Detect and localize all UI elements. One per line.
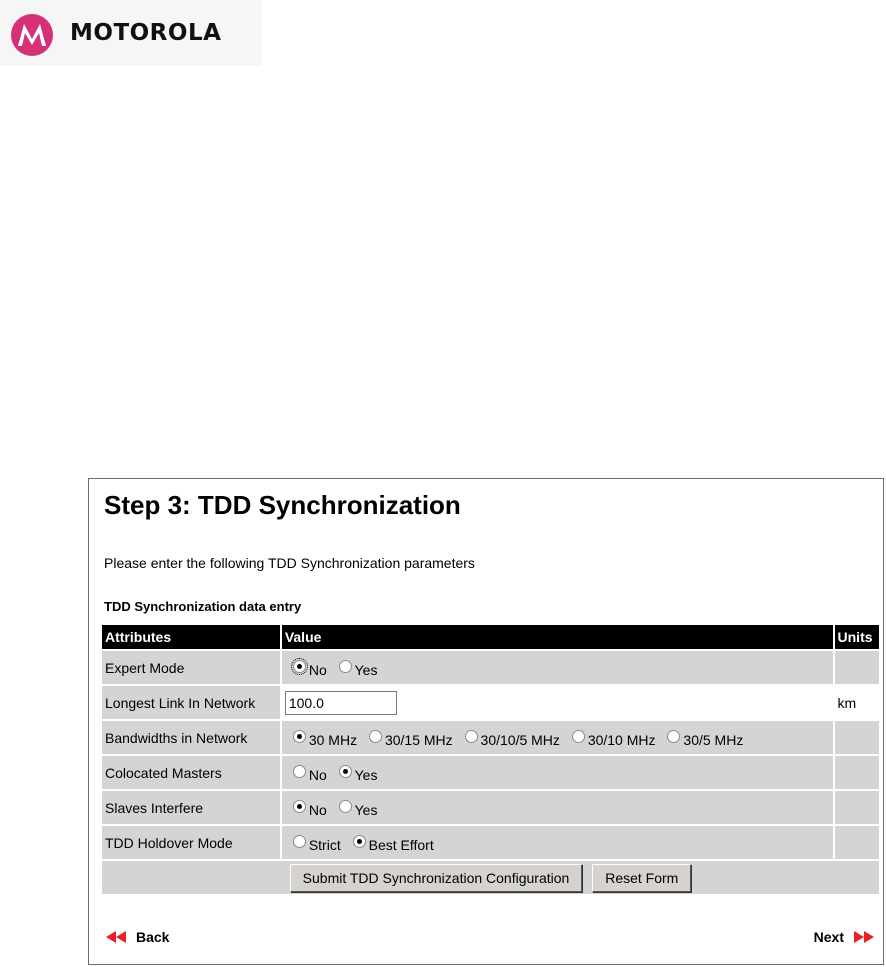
section-heading: TDD Synchronization data entry <box>104 599 302 614</box>
holdover-mode-value <box>282 826 833 859</box>
longest-link-value <box>282 686 833 719</box>
bandwidth-30-5-label: 30/5 MHz <box>683 731 744 748</box>
intro-text: Please enter the following TDD Synchronization parameters <box>104 555 475 571</box>
colocated-masters-no-option[interactable] <box>293 764 327 783</box>
bandwidths-label: Bandwidths in Network <box>102 721 280 754</box>
table-row <box>102 686 879 719</box>
expert-mode-units <box>835 651 879 684</box>
holdover-strict-radio[interactable] <box>293 835 306 848</box>
bandwidth-30-10-radio[interactable] <box>572 730 585 743</box>
back-label: Back <box>136 929 170 945</box>
motorola-batwing-icon <box>10 13 54 57</box>
bandwidth-30-15-radio[interactable] <box>369 730 382 743</box>
tdd-sync-table <box>100 623 881 896</box>
bandwidth-option-30-10[interactable] <box>572 729 656 748</box>
expert-mode-value <box>282 651 833 684</box>
slaves-interfere-value <box>282 791 833 824</box>
reset-button[interactable]: Reset Form <box>592 864 691 892</box>
colocated-masters-yes-radio[interactable] <box>339 765 352 778</box>
longest-link-input[interactable] <box>285 691 397 715</box>
next-arrow-icon <box>854 931 874 943</box>
colocated-masters-yes-option[interactable] <box>339 764 378 783</box>
bandwidth-30-10-5-label: 30/10/5 MHz <box>480 731 560 748</box>
bandwidth-30-10-5-radio[interactable] <box>465 730 478 743</box>
slaves-interfere-no-radio[interactable] <box>293 800 306 813</box>
colocated-masters-units <box>835 756 879 789</box>
expert-mode-no-radio[interactable] <box>293 660 306 673</box>
slaves-interfere-no-option[interactable] <box>293 799 327 818</box>
tdd-sync-panel <box>88 478 884 965</box>
expert-mode-yes-option[interactable] <box>339 659 378 678</box>
table-row <box>102 826 879 859</box>
submit-button[interactable]: Submit TDD Synchronization Configuration <box>290 864 583 892</box>
colocated-masters-no-radio[interactable] <box>293 765 306 778</box>
expert-mode-no-option[interactable] <box>293 659 327 678</box>
page-title: Step 3: TDD Synchronization <box>104 490 461 520</box>
colocated-masters-yes-label: Yes <box>354 766 378 783</box>
table-row <box>102 756 879 789</box>
expert-mode-label: Expert Mode <box>102 651 280 684</box>
table-row <box>102 721 879 754</box>
motorola-logo <box>0 0 262 66</box>
bandwidth-option-30[interactable] <box>293 729 358 748</box>
bandwidth-option-30-15[interactable] <box>369 729 453 748</box>
table-row <box>102 651 879 684</box>
button-row <box>102 861 879 894</box>
holdover-mode-units <box>835 826 879 859</box>
holdover-strict-option[interactable] <box>293 834 341 853</box>
expert-mode-yes-radio[interactable] <box>339 660 352 673</box>
next-label: Next <box>813 929 844 945</box>
bandwidth-30-radio[interactable] <box>293 730 306 743</box>
header-value: Value <box>282 625 833 649</box>
table-row <box>102 791 879 824</box>
colocated-masters-label: Colocated Masters <box>102 756 280 789</box>
next-link[interactable] <box>814 929 874 945</box>
bandwidth-option-30-10-5[interactable] <box>465 729 560 748</box>
holdover-strict-label: Strict <box>308 836 341 853</box>
bandwidths-value <box>282 721 833 754</box>
bandwidth-30-15-label: 30/15 MHz <box>384 731 453 748</box>
slaves-interfere-yes-radio[interactable] <box>339 800 352 813</box>
colocated-masters-value <box>282 756 833 789</box>
holdover-best-effort-label: Best Effort <box>368 836 434 853</box>
brand-name: MOTOROLA <box>70 20 222 46</box>
expert-mode-no-label: No <box>308 661 327 678</box>
header-units: Units <box>835 625 879 649</box>
button-cell <box>102 861 879 894</box>
back-arrow-icon <box>106 931 126 943</box>
header-attributes: Attributes <box>102 625 280 649</box>
colocated-masters-no-label: No <box>308 766 327 783</box>
bandwidth-30-5-radio[interactable] <box>667 730 680 743</box>
bandwidth-30-10-label: 30/10 MHz <box>587 731 656 748</box>
slaves-interfere-units <box>835 791 879 824</box>
holdover-best-effort-option[interactable] <box>353 834 434 853</box>
bandwidths-units <box>835 721 879 754</box>
holdover-mode-label: TDD Holdover Mode <box>102 826 280 859</box>
table-header-row <box>102 625 879 649</box>
slaves-interfere-no-label: No <box>308 801 327 818</box>
slaves-interfere-yes-option[interactable] <box>339 799 378 818</box>
bandwidth-30-label: 30 MHz <box>308 731 358 748</box>
bandwidth-option-30-5[interactable] <box>667 729 744 748</box>
longest-link-label: Longest Link In Network <box>102 686 280 719</box>
expert-mode-yes-label: Yes <box>354 661 378 678</box>
holdover-best-effort-radio[interactable] <box>353 835 366 848</box>
longest-link-unit: km <box>835 686 879 719</box>
back-link[interactable] <box>106 929 169 945</box>
slaves-interfere-yes-label: Yes <box>354 801 378 818</box>
slaves-interfere-label: Slaves Interfere <box>102 791 280 824</box>
